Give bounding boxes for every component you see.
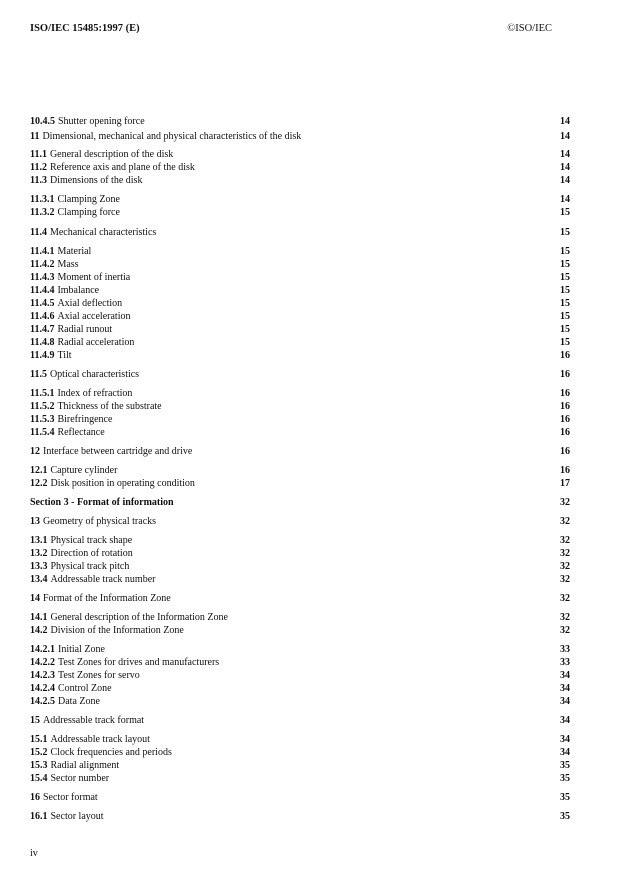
toc-entry-title: Birefringence [57, 414, 113, 425]
toc-entry-title: General description of the Information Zone [50, 612, 228, 623]
toc-entry [30, 772, 570, 785]
toc-entry-page: 35 [560, 792, 570, 803]
toc-entry [30, 387, 570, 400]
toc-entry-page: 14 [560, 149, 570, 160]
toc-entry-page: 34 [560, 696, 570, 707]
toc-entry-number: 11.2 [30, 162, 47, 173]
toc-entry-title: Sector layout [50, 811, 104, 822]
toc-entry-number: 16 [30, 792, 40, 803]
toc-entry-page: 15 [560, 298, 570, 309]
toc-entry-page: 14 [560, 116, 570, 127]
toc-entry [30, 115, 570, 128]
toc-entry-number: 11 [30, 131, 40, 142]
toc-entry [30, 245, 570, 258]
toc-entry-title: Section 3 - Format of information [30, 497, 174, 508]
toc-entry-page: 15 [560, 272, 570, 283]
toc-entry [30, 336, 570, 349]
toc-entry-number: 11.5.1 [30, 388, 55, 399]
toc-entry-page: 14 [560, 194, 570, 205]
toc-entry [30, 759, 570, 772]
toc-entry-page: 35 [560, 760, 570, 771]
toc-entry-number: 12 [30, 446, 40, 457]
toc-entry-title: Geometry of physical tracks [43, 516, 157, 527]
toc-entry [30, 791, 570, 804]
toc-entry-page: 32 [560, 625, 570, 636]
toc-entry-title: Shutter opening force [58, 116, 145, 127]
toc-entry-page: 14 [560, 162, 570, 173]
toc-entry-number: 11.3.2 [30, 207, 55, 218]
toc-entry-title: Clamping force [57, 207, 120, 218]
toc-entry-page: 15 [560, 285, 570, 296]
toc-entry [30, 695, 570, 708]
toc-entry-page: 34 [560, 734, 570, 745]
toc-entry-number: 16.1 [30, 811, 48, 822]
toc-entry-page: 34 [560, 670, 570, 681]
toc-entry-title: Addressable track number [50, 574, 156, 585]
toc-entry-page: 34 [560, 683, 570, 694]
toc-entry-number: 11.4.6 [30, 311, 55, 322]
toc-entry-title: Radial runout [57, 324, 113, 335]
toc-entry-title: Capture cylinder [50, 465, 118, 476]
toc-entry [30, 464, 570, 477]
toc-entry-number: 12.1 [30, 465, 48, 476]
toc-entry [30, 611, 570, 624]
table-of-contents [30, 0, 570, 882]
toc-entry-title: Control Zone [58, 683, 112, 694]
toc-entry-number: 13.3 [30, 561, 48, 572]
toc-entry-page: 33 [560, 644, 570, 655]
toc-entry-number: 11.4.9 [30, 350, 55, 361]
toc-entry [30, 310, 570, 323]
toc-entry-title: Addressable track format [43, 715, 145, 726]
toc-entry-number: 11.5.4 [30, 427, 55, 438]
toc-entry-title: Reference axis and plane of the disk [49, 162, 195, 173]
toc-entry-page: 16 [560, 427, 570, 438]
toc-entry-page: 32 [560, 497, 570, 508]
toc-entry-title: Imbalance [57, 285, 100, 296]
toc-entry [30, 547, 570, 560]
toc-entry-number: 11.3.1 [30, 194, 55, 205]
toc-entry-title: Optical characteristics [49, 369, 140, 380]
toc-entry-page: 15 [560, 207, 570, 218]
toc-entry-number: 11.4.4 [30, 285, 55, 296]
toc-entry-page: 32 [560, 548, 570, 559]
toc-entry [30, 271, 570, 284]
toc-entry-page: 32 [560, 574, 570, 585]
toc-entry-number: 10.4.5 [30, 116, 55, 127]
toc-entry [30, 193, 570, 206]
toc-entry-page: 16 [560, 369, 570, 380]
toc-entry-number: 14.1 [30, 612, 48, 623]
toc-entry-page: 32 [560, 516, 570, 527]
toc-entry [30, 413, 570, 426]
toc-entry-title: Tilt [57, 350, 72, 361]
toc-entry [30, 477, 570, 490]
toc-entry [30, 656, 570, 669]
toc-entry [30, 161, 570, 174]
toc-entry [30, 534, 570, 547]
toc-entry-title: Index of refraction [57, 388, 133, 399]
toc-entry [30, 733, 570, 746]
toc-entry-title: Test Zones for servo [58, 670, 140, 681]
toc-entry-page: 16 [560, 401, 570, 412]
toc-entry-number: 15.1 [30, 734, 48, 745]
toc-entry-number: 13.4 [30, 574, 48, 585]
toc-entry-title: Axial acceleration [57, 311, 131, 322]
toc-entry [30, 682, 570, 695]
toc-entry-title: Direction of rotation [50, 548, 133, 559]
toc-entry-title: Moment of inertia [57, 272, 131, 283]
toc-entry-number: 14.2.2 [30, 657, 55, 668]
toc-entry-title: Interface between cartridge and drive [43, 446, 193, 457]
toc-entry-title: Physical track shape [50, 535, 133, 546]
toc-entry [30, 643, 570, 656]
toc-entry-page: 34 [560, 747, 570, 758]
toc-section-heading [30, 496, 570, 509]
toc-entry-number: 15.2 [30, 747, 48, 758]
toc-entry [30, 669, 570, 682]
toc-entry-title: Material [57, 246, 92, 257]
toc-entry [30, 206, 570, 219]
toc-entry-title: Mass [57, 259, 79, 270]
toc-entry-page: 35 [560, 773, 570, 784]
toc-entry-title: Data Zone [58, 696, 100, 707]
toc-entry-number: 11.4 [30, 227, 47, 238]
toc-entry-page: 35 [560, 811, 570, 822]
toc-entry-number: 14 [30, 593, 40, 604]
toc-entry-number: 11.5.2 [30, 401, 55, 412]
toc-entry [30, 714, 570, 727]
toc-entry-page: 15 [560, 311, 570, 322]
toc-entry [30, 284, 570, 297]
toc-entry-title: Initial Zone [58, 644, 105, 655]
toc-entry-number: 11.4.5 [30, 298, 55, 309]
toc-entry-page: 32 [560, 535, 570, 546]
toc-entry-page: 14 [560, 175, 570, 186]
toc-entry-number: 11.3 [30, 175, 47, 186]
toc-entry-title: Test Zones for drives and manufacturers [58, 657, 220, 668]
toc-entry-page: 17 [560, 478, 570, 489]
document-header-copyright: ©ISO/IEC [507, 23, 552, 34]
toc-entry-number: 11.4.3 [30, 272, 55, 283]
toc-entry [30, 297, 570, 310]
toc-entry-number: 15 [30, 715, 40, 726]
toc-entry [30, 174, 570, 187]
toc-entry [30, 560, 570, 573]
toc-entry-title: General description of the disk [49, 149, 174, 160]
toc-entry-page: 32 [560, 612, 570, 623]
toc-entry [30, 592, 570, 605]
toc-entry-number: 13 [30, 516, 40, 527]
toc-entry [30, 426, 570, 439]
toc-entry-title: Format of the Information Zone [43, 593, 171, 604]
toc-entry-number: 11.1 [30, 149, 47, 160]
toc-entry-number: 12.2 [30, 478, 48, 489]
toc-entry-title: Dimensional, mechanical and physical characteristics of the disk [42, 131, 302, 142]
toc-entry-title: Radial acceleration [57, 337, 135, 348]
toc-entry [30, 624, 570, 637]
toc-entry [30, 810, 570, 823]
toc-entry-page: 15 [560, 324, 570, 335]
toc-entry-title: Disk position in operating condition [50, 478, 195, 489]
toc-entry [30, 130, 570, 143]
toc-entry-number: 13.2 [30, 548, 48, 559]
toc-entry-page: 16 [560, 465, 570, 476]
toc-entry-page: 32 [560, 561, 570, 572]
toc-entry-number: 14.2.3 [30, 670, 55, 681]
toc-entry-title: Clamping Zone [57, 194, 120, 205]
toc-entry-number: 14.2.5 [30, 696, 55, 707]
toc-entry [30, 323, 570, 336]
toc-entry-title: Division of the Information Zone [50, 625, 184, 636]
toc-entry-number: 11.5 [30, 369, 47, 380]
toc-entry-title: Sector format [43, 792, 98, 803]
toc-entry-number: 11.4.7 [30, 324, 55, 335]
toc-entry-page: 16 [560, 446, 570, 457]
toc-entry [30, 515, 570, 528]
toc-entry [30, 368, 570, 381]
page-number: iv [30, 848, 38, 859]
toc-entry [30, 445, 570, 458]
toc-entry-page: 16 [560, 414, 570, 425]
toc-entry-number: 14.2.1 [30, 644, 55, 655]
toc-entry-page: 33 [560, 657, 570, 668]
toc-entry-title: Reflectance [57, 427, 105, 438]
toc-entry-page: 16 [560, 388, 570, 399]
toc-entry-number: 15.4 [30, 773, 48, 784]
toc-entry-title: Addressable track layout [50, 734, 150, 745]
toc-entry [30, 148, 570, 161]
toc-entry-page: 15 [560, 246, 570, 257]
document-header-title: ISO/IEC 15485:1997 (E) [30, 23, 140, 34]
toc-entry [30, 258, 570, 271]
toc-entry [30, 226, 570, 239]
toc-entry-number: 13.1 [30, 535, 48, 546]
toc-entry [30, 573, 570, 586]
toc-entry-page: 15 [560, 337, 570, 348]
toc-entry-page: 14 [560, 131, 570, 142]
toc-entry-number: 11.4.1 [30, 246, 55, 257]
toc-entry-title: Clock frequencies and periods [50, 747, 172, 758]
toc-entry-number: 11.5.3 [30, 414, 55, 425]
toc-entry-page: 15 [560, 259, 570, 270]
toc-entry-number: 11.4.8 [30, 337, 55, 348]
toc-entry-page: 32 [560, 593, 570, 604]
toc-entry-title: Radial alignment [50, 760, 120, 771]
toc-entry-page: 34 [560, 715, 570, 726]
toc-entry-number: 14.2 [30, 625, 48, 636]
toc-entry-number: 11.4.2 [30, 259, 55, 270]
toc-entry-title: Mechanical characteristics [49, 227, 157, 238]
toc-entry-title: Dimensions of the disk [49, 175, 143, 186]
toc-entry-page: 15 [560, 227, 570, 238]
toc-entry-title: Axial deflection [57, 298, 123, 309]
toc-entry-title: Sector number [50, 773, 110, 784]
toc-entry-page: 16 [560, 350, 570, 361]
toc-entry [30, 349, 570, 362]
toc-entry [30, 400, 570, 413]
toc-entry-title: Physical track pitch [50, 561, 130, 572]
toc-entry [30, 746, 570, 759]
toc-entry-number: 14.2.4 [30, 683, 55, 694]
toc-entry-title: Thickness of the substrate [57, 401, 162, 412]
toc-entry-number: 15.3 [30, 760, 48, 771]
